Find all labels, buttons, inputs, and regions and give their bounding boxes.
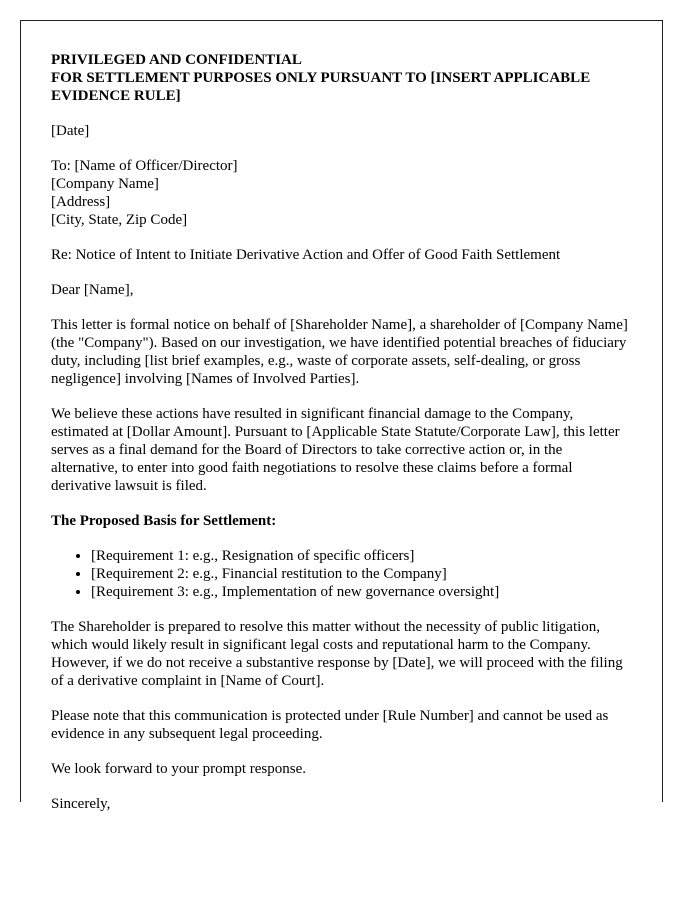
requirement-item-2: • [Requirement 2: e.g., Financial restitution to the Company] (91, 565, 631, 583)
subject-line: Re: Notice of Intent to Initiate Derivative Action and Offer of Good Faith Settlement (51, 247, 561, 263)
letter-page-frame (20, 20, 663, 812)
body-paragraph-2: We believe these actions have resulted in significant financial damage to the Company, estimated at [Dollar Amount]. Pursuant to [Applicable State Statute/Corporate Law], this letter serves as a final demand for the Board of Directors to take corrective action or, in the alternative, to enter into good faith negotiations to resolve these claims before a formal derivative lawsuit is filed. (51, 406, 620, 494)
recipient-address-line: [Address] (51, 194, 111, 210)
closing-line: We look forward to your prompt response. (51, 761, 306, 777)
recipient-name-line: To: [Name of Officer/Director] (51, 158, 238, 174)
confidentiality-notice-line-2: FOR SETTLEMENT PURPOSES ONLY PURSUANT TO [INSERT APPLICABLE EVIDENCE RULE] (51, 70, 591, 104)
requirement-item-1: • [Requirement 1: e.g., Resignation of specific officers] (91, 547, 631, 565)
body-paragraph-3: The Shareholder is prepared to resolve this matter without the necessity of public litigation, which would likely result in significant legal costs and reputational harm to the Company. However, if we do not receive a substantive response by [Date], we will proceed with the filing of a derivative complaint in [Name of Court]. (51, 619, 623, 689)
settlement-heading: The Proposed Basis for Settlement: (51, 513, 277, 529)
recipient-company-line: [Company Name] (51, 176, 159, 192)
body-paragraph-4: Please note that this communication is protected under [Rule Number] and cannot be used as evidence in any subsequent legal proceeding. (51, 708, 609, 742)
date-line: [Date] (51, 123, 90, 139)
confidentiality-notice-line-1: PRIVILEGED AND CONFIDENTIAL (51, 52, 302, 68)
requirement-item-3: • [Requirement 3: e.g., Implementation of new governance oversight] (91, 583, 631, 601)
recipient-block (51, 157, 631, 229)
salutation: Dear [Name], (51, 282, 134, 298)
signoff-line: Sincerely, (51, 796, 111, 812)
body-paragraph-1: This letter is formal notice on behalf of [Shareholder Name], a shareholder of [Company Name] (the "Company"). Based on our investigation, we have identified potential breaches of fiduciary duty, including [list brief examples, e.g., waste of corporate assets, self-dealing, or gross negligence] involving [Names of Involved Parties]. (51, 317, 628, 387)
recipient-city-line: [City, State, Zip Code] (51, 212, 188, 228)
confidentiality-notice (51, 51, 631, 105)
requirements-list (51, 547, 631, 601)
